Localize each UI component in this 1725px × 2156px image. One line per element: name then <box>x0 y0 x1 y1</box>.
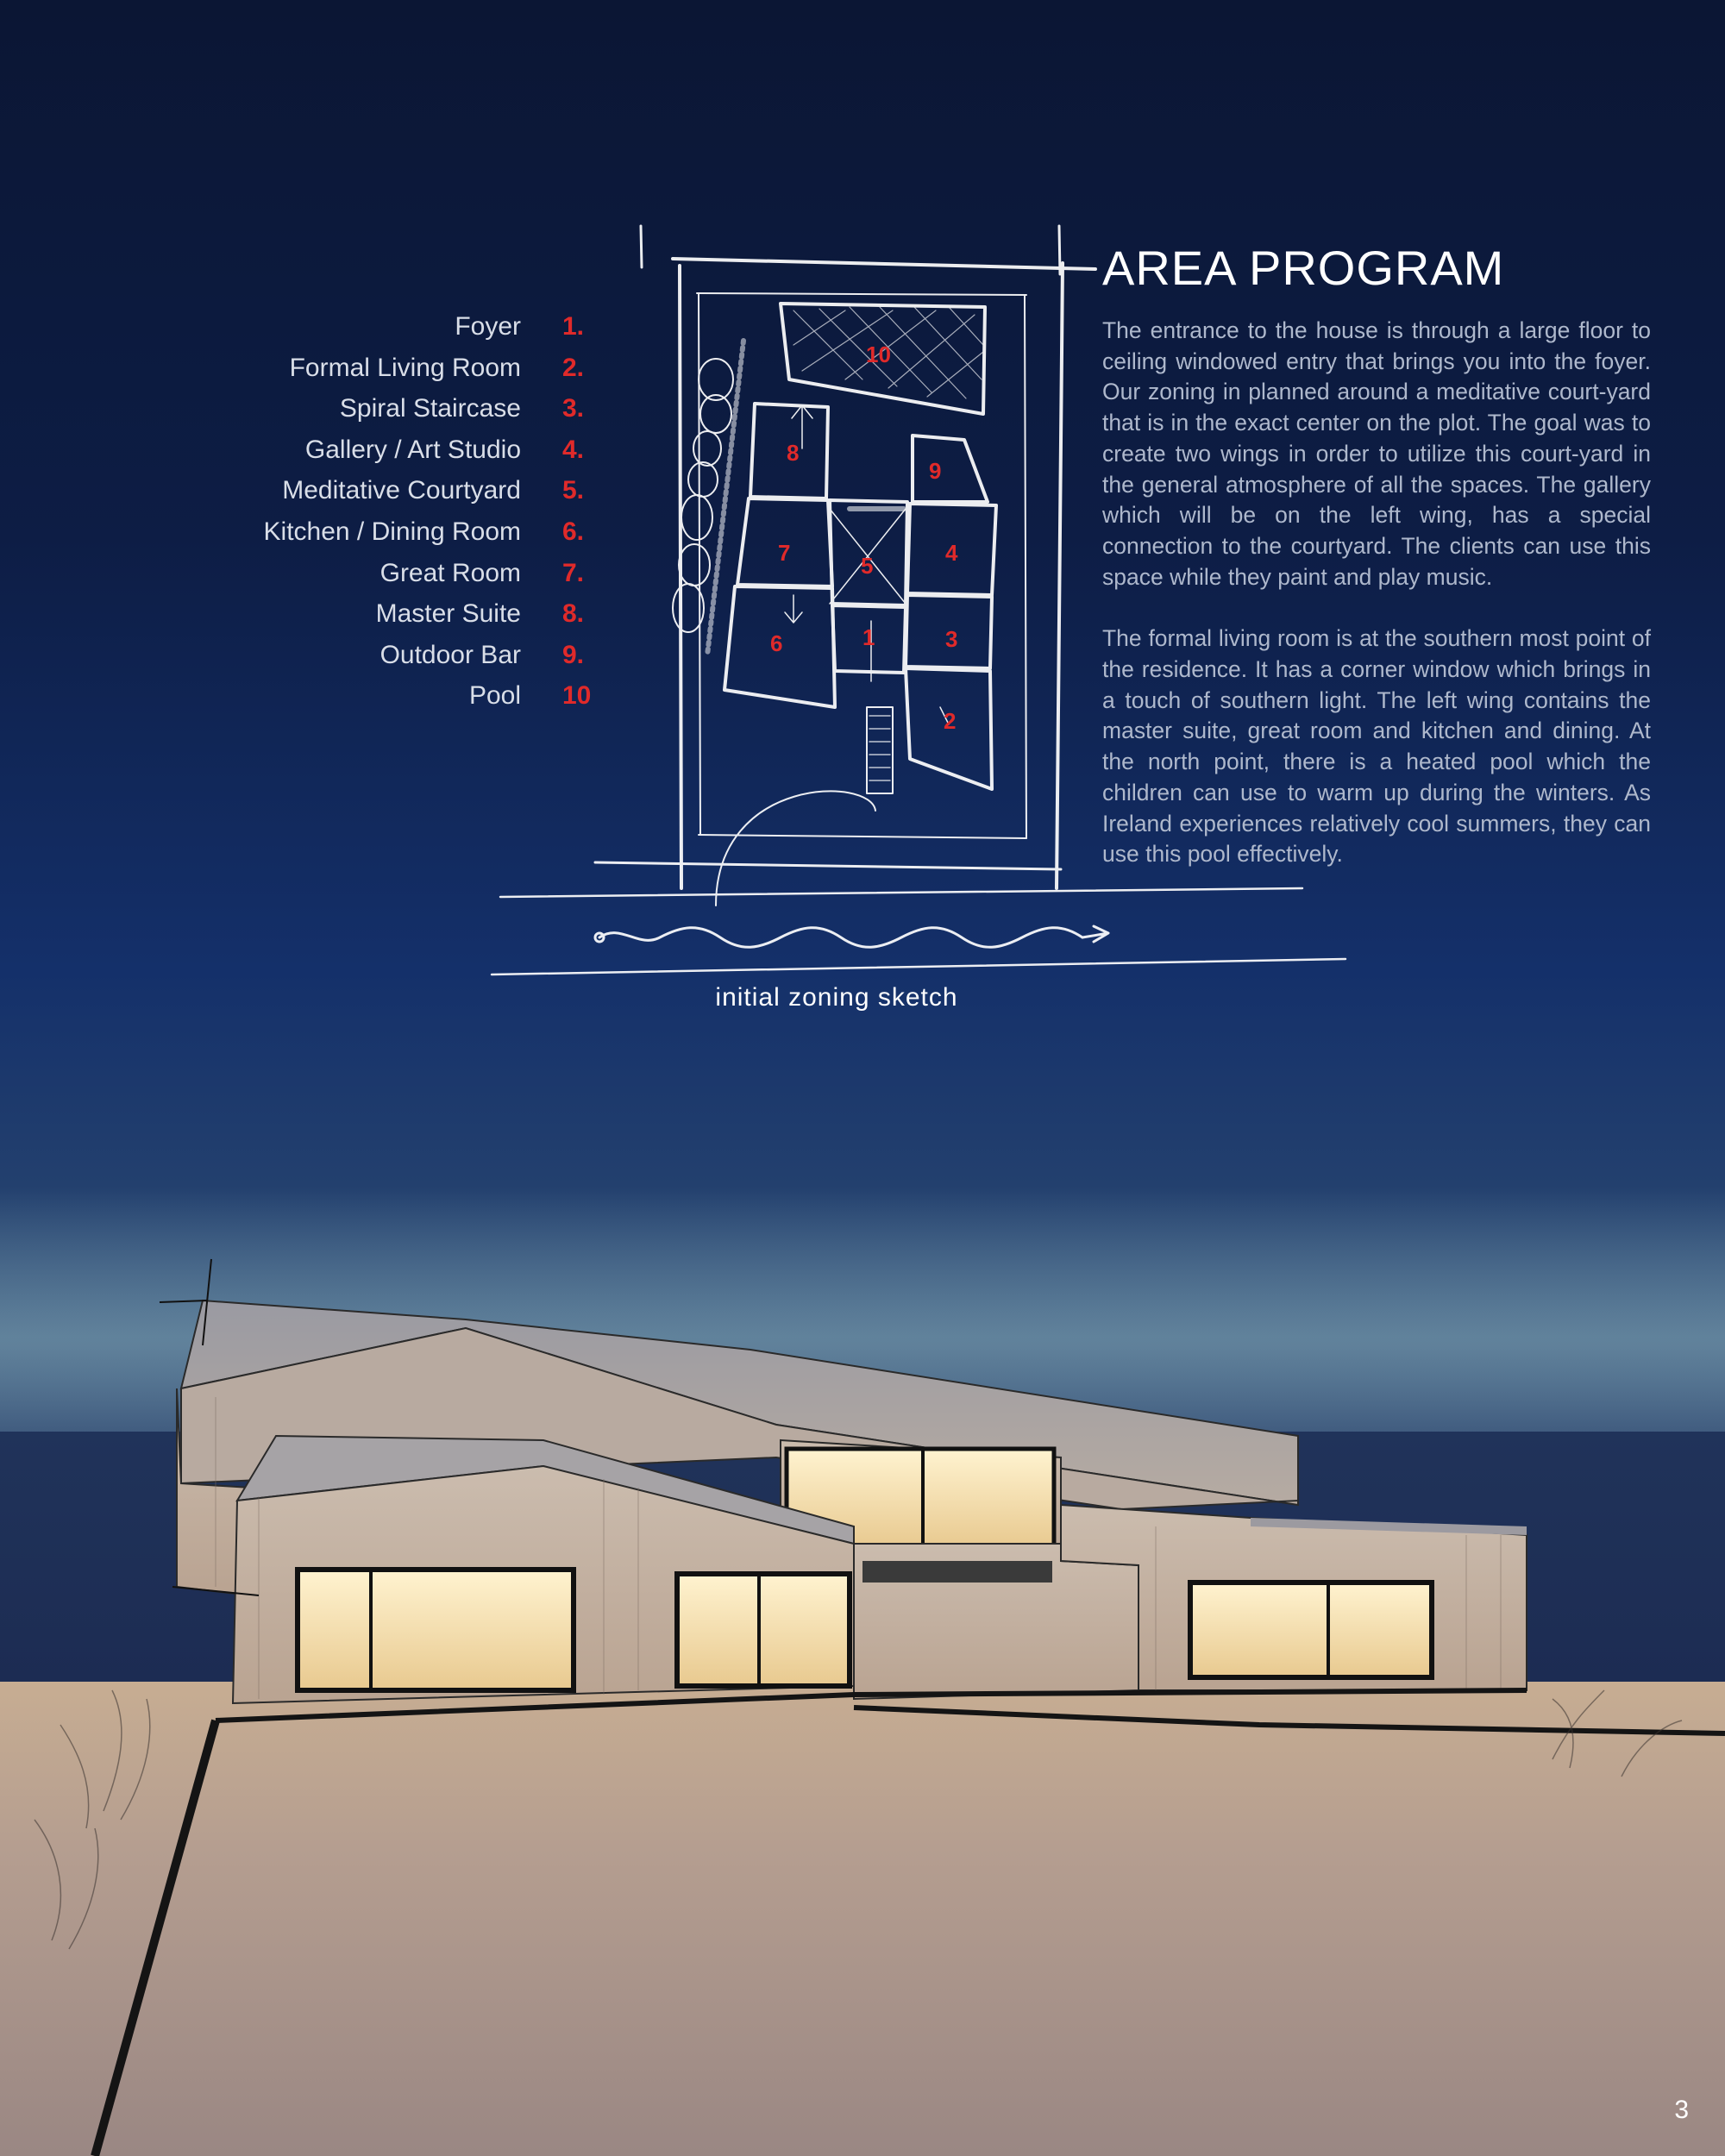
program-number: 7. <box>562 558 585 587</box>
program-name: Pool <box>468 681 521 711</box>
program-name: Outdoor Bar <box>380 640 521 669</box>
program-number: 3. <box>562 394 585 423</box>
program-number: 4. <box>562 435 585 464</box>
page-number: 3 <box>1674 2096 1689 2124</box>
zone-label-2: 2 <box>944 708 957 734</box>
zone-label-6: 6 <box>770 630 783 656</box>
program-name: Foyer <box>455 312 521 341</box>
zone-label-7: 7 <box>778 540 791 566</box>
program-name: Master Suite <box>375 599 521 629</box>
zone-label-9: 9 <box>929 458 942 484</box>
zone-label-10: 10 <box>866 342 891 367</box>
program-name: Kitchen / Dining Room <box>263 517 521 546</box>
program-number: 2. <box>562 353 585 382</box>
page-title: AREA PROGRAM <box>1102 241 1505 295</box>
program-name: Great Room <box>380 558 521 587</box>
zone-label-1: 1 <box>862 624 875 650</box>
program-name: Spiral Staircase <box>339 394 521 423</box>
description-paragraph: The formal living room is at the southern most point of the residence. It has a corner window which brings in a touch of southern light. The left wing contains the master suite, great room and kitchen and dining. At the north point, there is a heated pool which the children can use to warm up during the winters. As Ireland experiences relatively cool summers, they can use this pool effectively. <box>1102 625 1651 868</box>
program-number: 6. <box>562 517 585 546</box>
program-number: 9. <box>562 640 585 669</box>
program-number: 5. <box>562 476 585 505</box>
program-name: Formal Living Room <box>289 353 521 382</box>
program-number: 8. <box>562 599 585 629</box>
description-paragraph: The entrance to the house is through a large floor to ceiling windowed entry that brings you into the foyer. Our zoning in planned around a meditative court-yard that is in the exact center on the plot. The goal was to create two wings in order to utilize this court-yard in the general atmosphere of all the spaces. The gallery which will be on the left wing, has a special connection to the courtyard. The clients can use this space while they paint and play music. <box>1102 317 1651 590</box>
program-name: Gallery / Art Studio <box>304 435 521 464</box>
program-name: Meditative Courtyard <box>282 476 521 505</box>
program-number: 10 <box>562 681 592 711</box>
zone-label-4: 4 <box>945 540 958 566</box>
program-number: 1. <box>562 312 585 341</box>
sketch-caption: initial zoning sketch <box>715 983 958 1012</box>
zone-label-3: 3 <box>945 626 958 652</box>
zone-label-5: 5 <box>861 553 874 579</box>
zone-label-8: 8 <box>787 440 800 466</box>
